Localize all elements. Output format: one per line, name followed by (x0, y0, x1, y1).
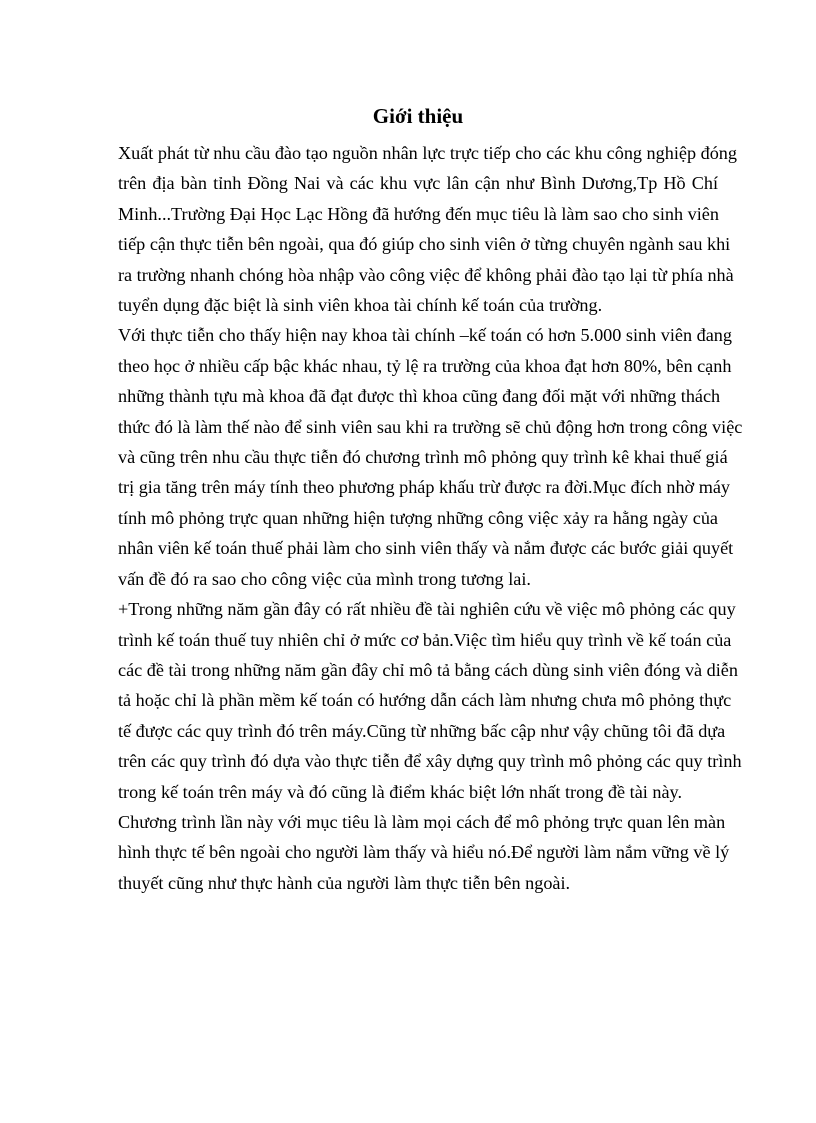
text-line: tiếp cận thực tiễn bên ngoài, qua đó giúp cho sinh viên ở từng chuyên ngành sau khi (118, 234, 731, 255)
text-line: ra trường nhanh chóng hòa nhập vào công việc để không phải đào tạo lại từ phía nhà (118, 264, 734, 285)
text-line: các đề tài trong những năm gần đây chỉ mô tả bằng cách dùng sinh viên đóng và diễn (118, 659, 738, 680)
text-line: trong kế toán trên máy và đó cũng là điểm khác biệt lớn nhất trong đề tài này. (118, 781, 682, 802)
page-title: Giới thiệu (372, 104, 464, 128)
text-line: +Trong những năm gần đây có rất nhiều đề tài nghiên cứu về việc mô phỏng các quy (118, 599, 736, 620)
text-line: và cũng trên nhu cầu thực tiễn đó chương trình mô phỏng quy trình kê khai thuế giá (118, 447, 728, 468)
text-line: Chương trình lần này với mục tiêu là làm mọi cách để mô phỏng trực quan lên màn (118, 811, 726, 832)
text-line: thuyết cũng như thực hành của người làm thực tiễn bên ngoài. (118, 872, 571, 893)
text-line: trên các quy trình đó dựa vào thực tiễn để xây dựng quy trình mô phỏng các quy trình (118, 751, 742, 772)
text-line: nhân viên kế toán thuế phải làm cho sinh viên thấy và nắm được các bước giải quyết (118, 538, 734, 559)
text-line: tuyển dụng đặc biệt là sinh viên khoa tài chính kế toán của trường. (118, 295, 603, 316)
text-line: trình kế toán thuế tuy nhiên chỉ ở mức cơ bản.Việc tìm hiểu quy trình về kế toán của (118, 629, 732, 650)
text-line: hình thực tế bên ngoài cho người làm thấy và hiểu nó.Để người làm nắm vững về lý (118, 842, 730, 863)
paragraph-3 (118, 594, 742, 807)
paragraph-1 (118, 138, 737, 320)
text-line: tính mô phỏng trực quan những hiện tượng những công việc xảy ra hằng ngày của (118, 507, 718, 528)
text-line: theo học ở nhiều cấp bậc khác nhau, tỷ lệ ra trường của khoa đạt hơn 80%, bên cạnh (118, 355, 732, 376)
text-line: trên địa bàn tỉnh Đồng Nai và các khu vực lân cận như Bình Dương,Tp Hồ Chí (118, 173, 718, 194)
text-line: tế được các quy trình đó trên máy.Cũng từ những bấc cập như vậy chũng tôi đã dựa (118, 720, 726, 741)
text-line: những thành tựu mà khoa đã đạt được thì khoa cũng đang đối mặt với những thách (118, 386, 721, 407)
text-line: Với thực tiễn cho thấy hiện nay khoa tài chính –kế toán có hơn 5.000 sinh viên đang (118, 325, 732, 346)
document-page (118, 100, 743, 898)
text-line: vấn đề đó ra sao cho công việc của mình trong tương lai. (118, 568, 531, 589)
paragraph-4 (118, 807, 730, 898)
text-line: Minh...Trường Đại Học Lạc Hồng đã hướng đến mục tiêu là làm sao cho sinh viên (118, 203, 719, 224)
paragraph-2 (118, 320, 743, 594)
text-line: Xuất phát từ nhu cầu đào tạo nguồn nhân lực trực tiếp cho các khu công nghiệp đóng (118, 143, 737, 163)
text-line: tả hoặc chỉ là phần mềm kế toán có hướng dẫn cách làm nhưng chưa mô phỏng thực (118, 690, 732, 711)
text-line: trị gia tăng trên máy tính theo phương pháp khấu trừ được ra đời.Mục đích nhờ máy (118, 477, 731, 498)
text-line: thức đó là làm thế nào để sinh viên sau khi ra trường sẽ chủ động hơn trong công việc (118, 416, 743, 437)
